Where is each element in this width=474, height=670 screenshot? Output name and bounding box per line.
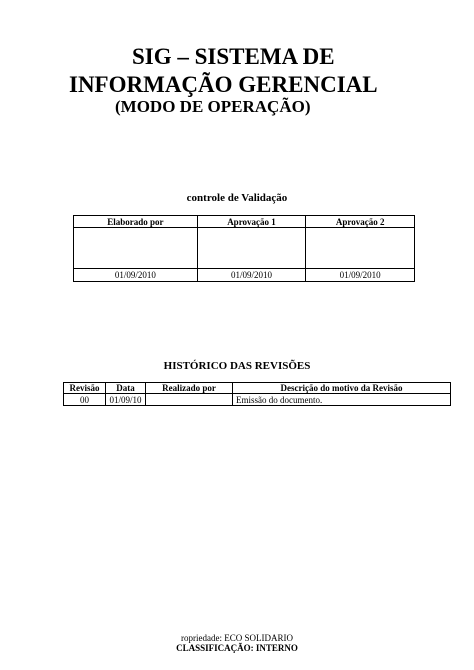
history-header-cell: Descrição do motivo da Revisão (233, 383, 451, 394)
date-cell: 01/09/2010 (306, 269, 415, 282)
title-line-1: SIG – SISTEMA DE (132, 44, 335, 69)
table-row (64, 394, 451, 406)
validation-header-cell: Aprovação 1 (197, 216, 306, 228)
date-row (74, 269, 415, 282)
date-cell: 01/09/2010 (197, 269, 306, 282)
signature-cell (306, 228, 415, 269)
author-cell (146, 394, 233, 406)
footer-classification: CLASSIFICAÇÃO: INTERNO (176, 643, 298, 653)
revision-history-table (63, 382, 451, 406)
validation-title: controle de Validação (186, 192, 288, 204)
description-cell: Emissão do documento. (233, 394, 451, 406)
date-cell: 01/09/10 (106, 394, 146, 406)
footer-property: ropriedade: ECO SOLIDARIO (181, 633, 293, 643)
title-line-3: (MODO DE OPERAÇÃO) (115, 97, 311, 116)
revision-cell: 00 (64, 394, 106, 406)
signature-row (74, 228, 415, 269)
date-cell: 01/09/2010 (74, 269, 198, 282)
validation-table (73, 215, 415, 282)
signature-cell (74, 228, 198, 269)
history-header-cell: Realizado por (146, 383, 233, 394)
history-title: HISTÓRICO DAS REVISÕES (163, 360, 311, 372)
signature-cell (197, 228, 306, 269)
title-line-2: INFORMAÇÃO GERENCIAL (69, 72, 378, 97)
history-header-cell: Data (106, 383, 146, 394)
validation-header-row (74, 216, 415, 228)
history-header-cell: Revisão (64, 383, 106, 394)
validation-header-cell: Elaborado por (74, 216, 198, 228)
history-header-row (64, 383, 451, 394)
validation-header-cell: Aprovação 2 (306, 216, 415, 228)
